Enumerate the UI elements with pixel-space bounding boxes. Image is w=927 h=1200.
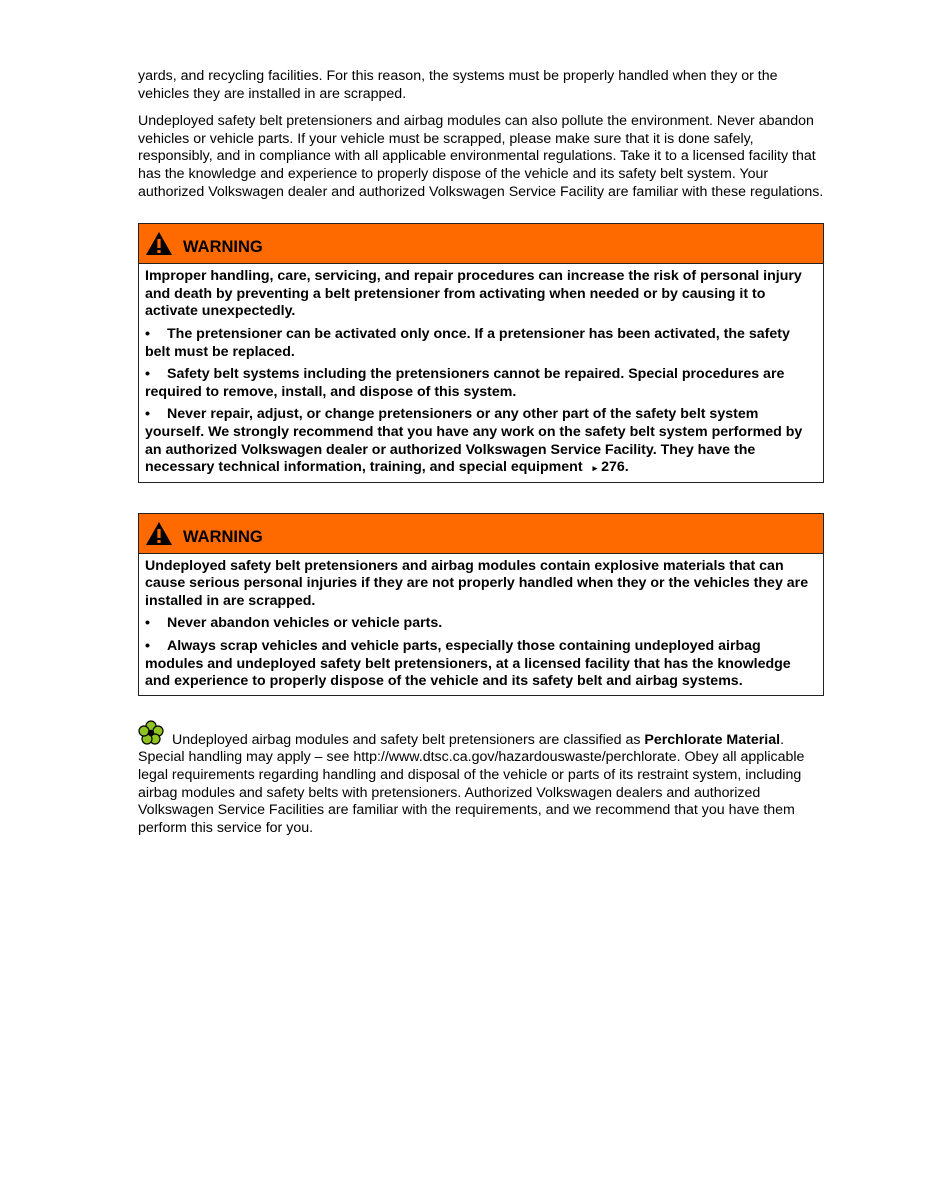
warning-body [139, 264, 823, 482]
warning-bullet [145, 406, 815, 477]
warning-triangle-icon [145, 231, 173, 256]
note-bold-term: Perchlorate Material [644, 731, 781, 748]
warning-box-pretensioner [138, 223, 824, 483]
warning-box-scrapping [138, 513, 824, 696]
warning-bullet [145, 638, 815, 691]
bullet-icon: • [145, 366, 150, 383]
bullet-text: Never abandon vehicles or vehicle parts. [167, 615, 443, 632]
warning-bullet [145, 615, 815, 633]
warning-title: WARNING [183, 238, 263, 257]
warning-body [139, 554, 823, 695]
note-text-before: Undeployed airbag modules and safety belt pretensioners are classified as [172, 731, 645, 748]
warning-lead: Undeployed safety belt pretensioners and airbag modules contain explosive materials that can cause serious personal injuries if they are not properly handled when they or the vehicles they are installed in are scrapped. [145, 557, 809, 609]
warning-header [139, 514, 823, 554]
bullet-text: Always scrap vehicles and vehicle parts, especially those containing undeployed airbag modules and undeployed safety belt pretensioners, at a licensed facility that has the knowledge and experience to properly dispose of the vehicle and its safety belt and airbag systems. [145, 638, 791, 690]
bullet-icon: • [145, 325, 150, 342]
warning-lead: Improper handling, care, servicing, and repair procedures can increase the risk of personal injury and death by preventing a belt pretensioner from activating when needed or by causing it to activate unexpectedly. [145, 268, 802, 320]
page-reference-link[interactable]: 276. [601, 459, 629, 476]
bullet-icon: • [145, 615, 150, 632]
warning-header [139, 224, 823, 264]
page-ref-arrow-icon: ▸ [592, 463, 598, 474]
bullet-icon: • [145, 638, 150, 655]
intro-paragraph-1: yards, and recycling facilities. For this reason, the systems must be properly handled when they or the vehicles they are installed in are scrapped. [138, 68, 778, 102]
warning-triangle-icon [145, 521, 173, 546]
warning-bullet [145, 366, 815, 401]
bullet-text: Safety belt systems including the pretensioners cannot be repaired. Special procedures are required to remove, install, and dispose of this system. [145, 366, 785, 400]
warning-bullet [145, 326, 815, 361]
manual-page [138, 68, 824, 837]
environment-flower-icon [138, 720, 164, 746]
bullet-icon: • [145, 406, 150, 423]
note-text-after: . Special handling may apply – see http://www.dtsc.ca.gov/hazardouswaste/perchlorate. Obey all applicable legal requirements regarding handling and disposal of the vehicle or parts of its restraint system, including airbag modules and safety belts with pretensioners. Authorized Volkswagen dealers and authorized Volkswagen Service Facilities are familiar with the requirements, and we recommend that you have them perform this service for you. [138, 731, 805, 836]
warning-title: WARNING [183, 527, 263, 546]
bullet-text: Never repair, adjust, or change pretensioners or any other part of the safety belt system yourself. We strongly recommend that you have any work on the safety belt system performed by an authorized Volkswagen dealer or authorized Volkswagen Service Facility. They have the necessary technical information, training, and special equipment [145, 406, 803, 476]
intro-paragraph-2: Undeployed safety belt pretensioners and airbag modules can also pollute the environment. Never abandon vehicles or vehicle parts. If your vehicle must be scrapped, please make sure that it is done safely, responsibly, and in compliance with all applicable environmental regulations. Take it to a licensed facility that has the knowledge and experience to properly dispose of the vehicle and its safety belt system. Your authorized Volkswagen dealer and authorized Volkswagen Service Facility are familiar with these regulations. [138, 113, 824, 200]
environment-note [138, 720, 824, 838]
bullet-text: The pretensioner can be activated only once. If a pretensioner has been activated, the safety belt must be replaced. [145, 325, 790, 360]
